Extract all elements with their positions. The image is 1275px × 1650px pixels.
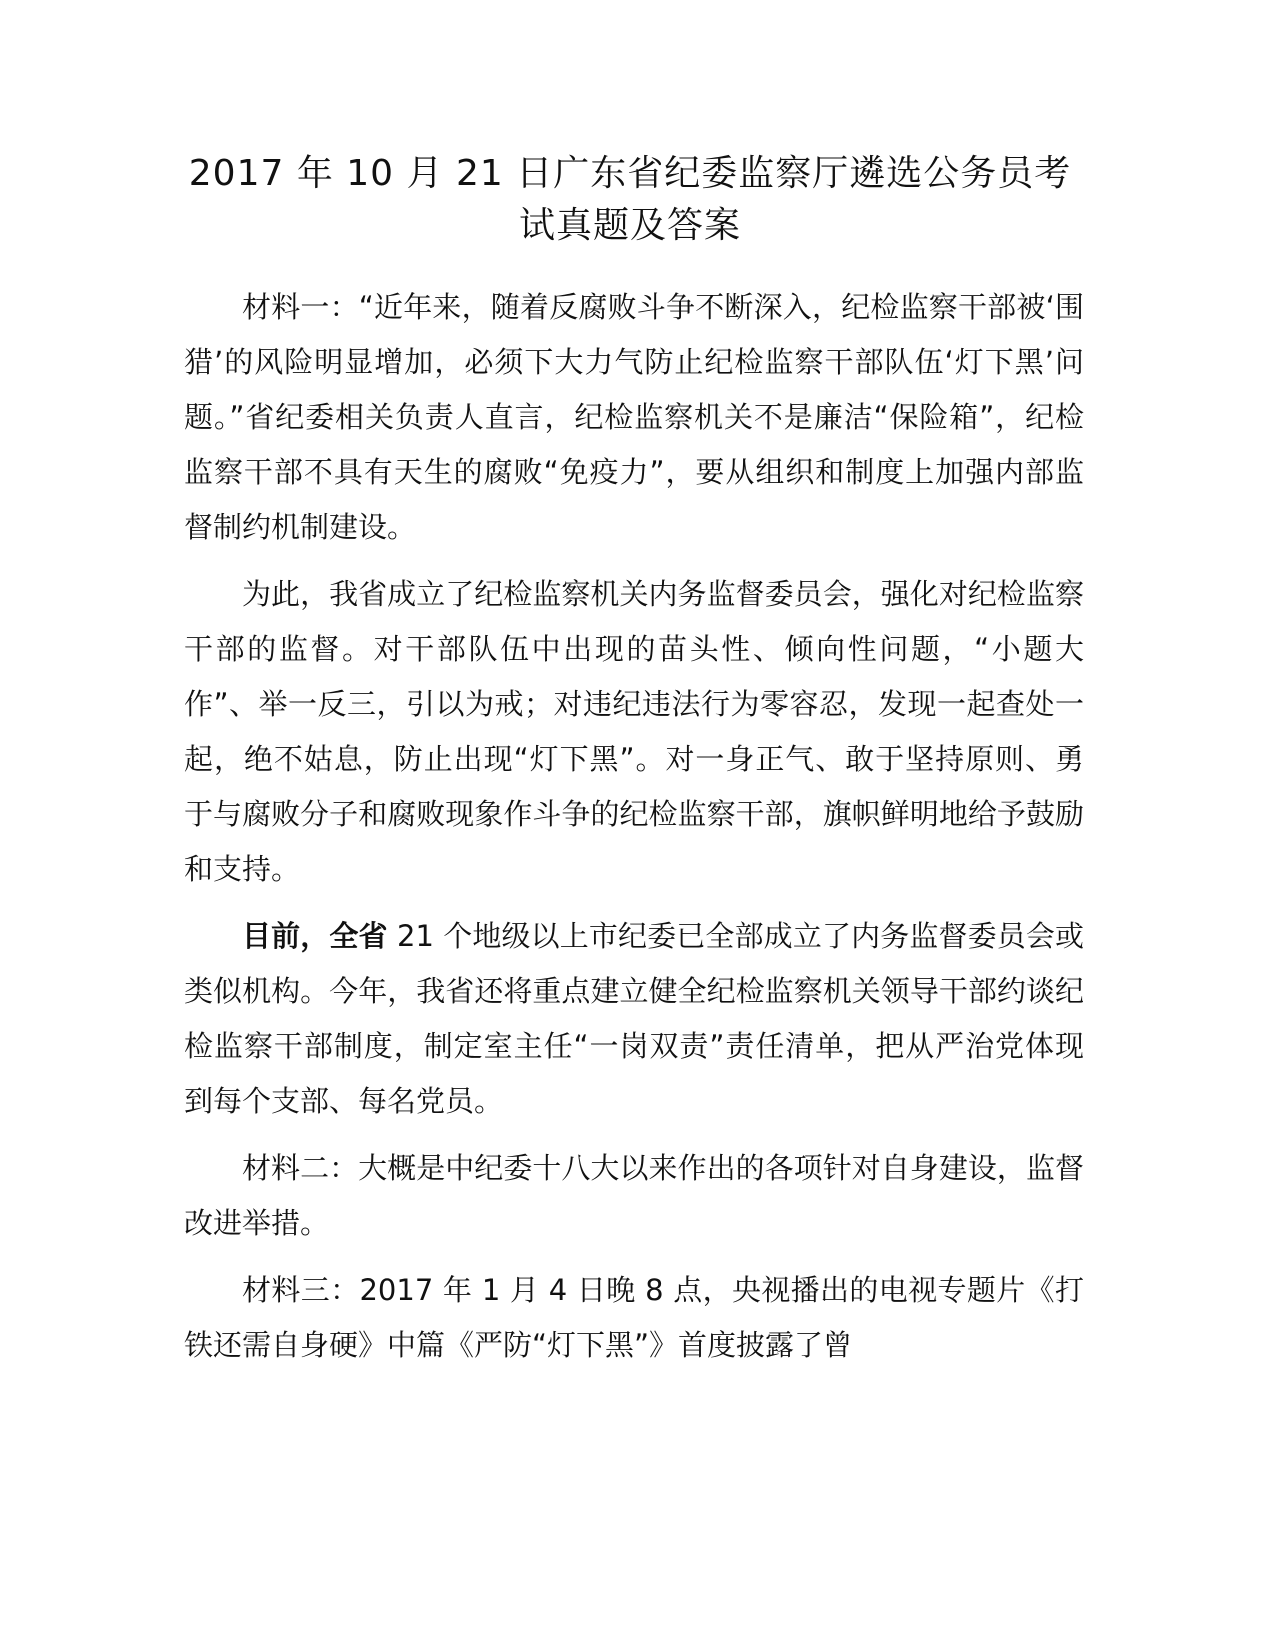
document-title: 2017 年 10 月 21 日广东省纪委监察厅遴选公务员考试真题及答案 [188, 153, 1072, 246]
paragraph-material-1-continued: 为此，我省成立了纪检监察机关内务监督委员会，强化对纪检监察干部的监督。对干部队伍中出现的苗头性、倾向性问题，“小题大作”、举一反三，引以为戒；对违纪违法行为零容忍，发现一起查处一起，绝不姑息，防止出现“灯下黑”。对一身正气、敢于坚持原则、勇于与腐败分子和腐败现象作斗争的纪检监察干部，旗帜鲜明地给予鼓励和支持。 [184, 577, 1084, 886]
paragraph-body-text: 21 个地级以上市纪委已全部成立了内务监督委员会或类似机构。今年，我省还将重点建立健全纪检监察机关领导干部约谈纪检监察干部制度，制定室主任“一岗双责”责任清单，把从严治党体现到每个支部、每名党员。 [184, 919, 1084, 1118]
paragraph-current-status [184, 909, 1084, 1129]
paragraph-material-2: 材料二：大概是中纪委十八大以来作出的各项针对自身建设，监督改进举措。 [184, 1151, 1084, 1240]
document-body [184, 280, 1084, 1385]
paragraph-lead-text: 目前，全省 [242, 919, 388, 953]
paragraph-material-1: 材料一：“近年来，随着反腐败斗争不断深入，纪检监察干部被‘围猎’的风险明显增加，必须下大力气防止纪检监察干部队伍‘灯下黑’问题。”省纪委相关负责人直言，纪检监察机关不是廉洁“保险箱”，纪检监察干部不具有天生的腐败“免疫力”，要从组织和制度上加强内部监督制约机制建设。 [184, 290, 1084, 544]
paragraph-material-3: 材料三：2017 年 1 月 4 日晚 8 点，央视播出的电视专题片《打铁还需自身硬》中篇《严防“灯下黑”》首度披露了曾 [184, 1273, 1084, 1362]
